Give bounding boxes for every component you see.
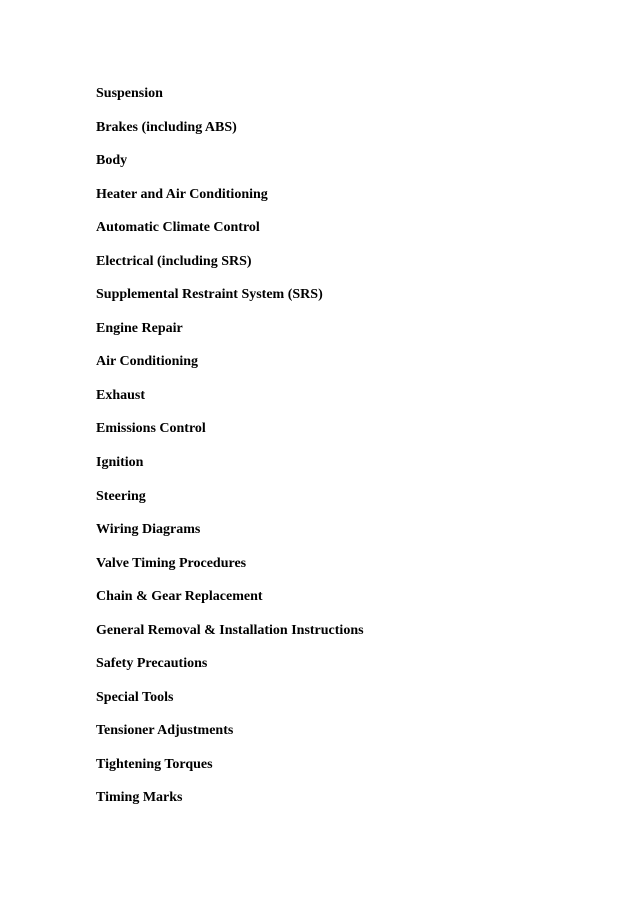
topic-item: Exhaust [96,387,146,403]
topic-item: Valve Timing Procedures [96,555,247,571]
topic-item: Body [96,153,128,169]
topic-item: Emissions Control [96,421,206,437]
topic-item: Brakes (including ABS) [96,119,237,135]
topic-item: Air Conditioning [96,354,199,370]
topic-item: Tightening Torques [96,756,213,772]
topic-item: Automatic Climate Control [96,220,260,236]
topic-item: Ignition [96,455,144,471]
topic-item: Electrical (including SRS) [96,253,252,269]
topic-item: Suspension [96,86,163,101]
topic-item: Heater and Air Conditioning [96,186,268,202]
topic-item: Special Tools [96,689,174,705]
topic-item: Engine Repair [96,320,183,336]
topic-item: Chain & Gear Replacement [96,589,263,605]
topic-item: Safety Precautions [96,656,208,672]
topic-item: Tensioner Adjustments [96,723,234,739]
topic-item: Supplemental Restraint System (SRS) [96,287,323,303]
topic-item: Steering [96,488,146,504]
topic-list [96,85,364,823]
topic-item: Wiring Diagrams [96,522,201,538]
topic-item: Timing Marks [96,790,183,806]
topic-item: General Removal & Installation Instructions [96,622,364,638]
